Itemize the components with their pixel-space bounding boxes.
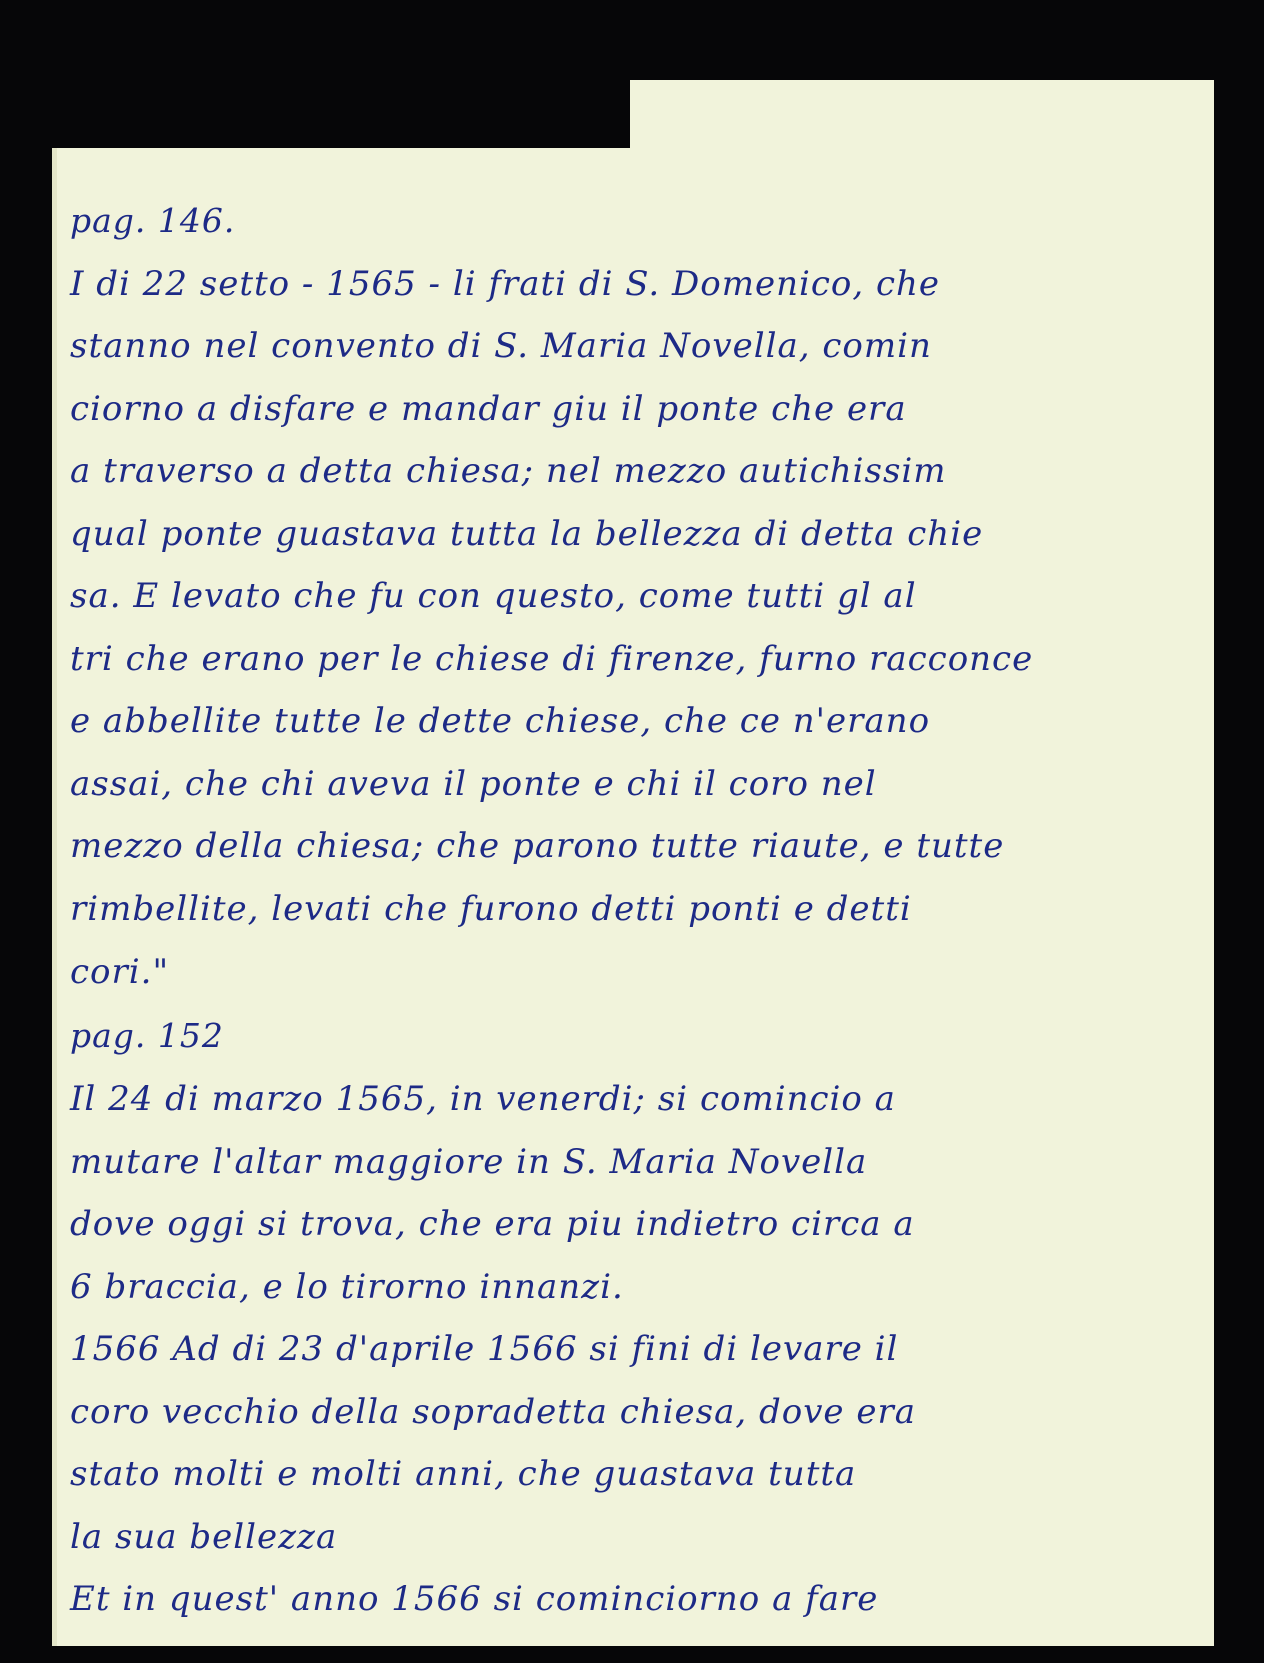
- text-line: ciorno a disfare e mandar giu il ponte che era: [70, 388, 907, 429]
- text-line: I di 22 setto - 1565 - li frati di S. Domenico, che: [70, 263, 941, 304]
- text-line: 6 braccia, e lo tirorno innanzi.: [70, 1266, 624, 1307]
- text-line: mezzo della chiesa; che parono tutte riaute, e tutte: [70, 826, 1005, 866]
- text-line: mutare l'altar maggiore in S. Maria Novella: [70, 1141, 868, 1182]
- sheet-edge: [52, 148, 57, 1646]
- text-line: tri che erano per le chiese di firenze, furno racconce: [70, 638, 1034, 679]
- text-line: a traverso a detta chiesa; nel mezzo autichissim: [70, 451, 947, 491]
- page-reference-146: pag. 146.: [70, 201, 236, 240]
- text-line: stato molti e molti anni, che guastava tutta: [70, 1454, 857, 1494]
- text-line: dove oggi si trova, che era piu indietro circa a: [70, 1204, 915, 1244]
- text-line: la sua bellezza: [70, 1516, 338, 1557]
- text-line: e abbellite tutte le dette chiese, che ce n'erano: [70, 701, 931, 741]
- page-reference-152: pag. 152: [70, 1016, 224, 1055]
- text-line: sa. E levato che fu con questo, come tutti gl al: [70, 576, 917, 616]
- handwritten-text: [70, 190, 1200, 1631]
- text-line: Il 24 di marzo 1565, in venerdi; si comincio a: [70, 1079, 896, 1119]
- text-line: 1566 Ad di 23 d'aprile 1566 si fini di levare il: [70, 1329, 899, 1369]
- text-line: qual ponte guastava tutta la bellezza di detta chie: [70, 513, 984, 554]
- text-line: rimbellite, levati che furono detti ponti e detti: [70, 888, 912, 929]
- text-line: assai, che chi aveva il ponte e chi il coro nel: [70, 763, 877, 804]
- text-line: Et in quest' anno 1566 si cominciorno a fare: [70, 1579, 879, 1619]
- text-line: coro vecchio della sopradetta chiesa, dove era: [70, 1391, 916, 1432]
- text-line: stanno nel convento di S. Maria Novella, comin: [70, 326, 932, 366]
- text-line: cori.": [70, 952, 170, 992]
